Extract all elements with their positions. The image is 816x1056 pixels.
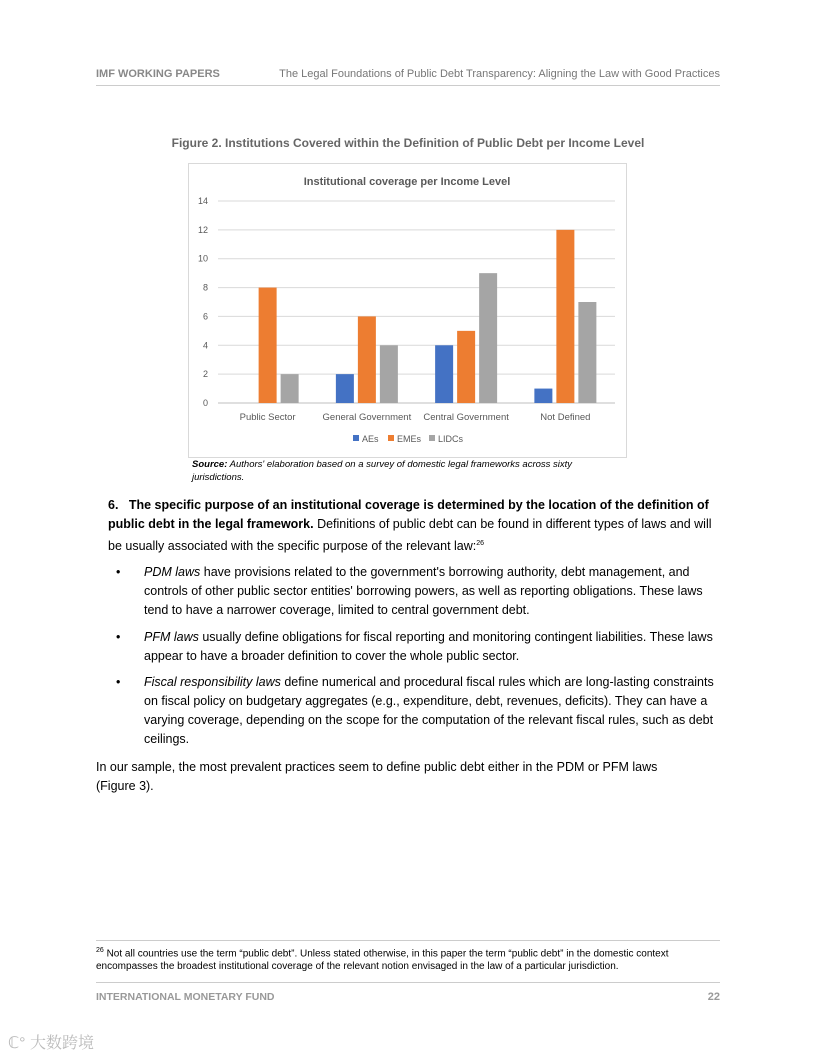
bar-emes [358, 316, 376, 403]
x-tick-label: Public Sector [239, 412, 296, 423]
header-rule [96, 85, 720, 86]
header-title: The Legal Foundations of Public Debt Transparency: Aligning the Law with Good Practices [279, 68, 720, 80]
y-tick-label: 2 [202, 369, 208, 380]
bullet-item [144, 673, 720, 749]
watermark: ℂ° 大数跨境 [8, 1035, 95, 1052]
bullet-item [144, 563, 720, 620]
footnote [96, 944, 720, 973]
footnote-ref: 26 [476, 540, 485, 547]
legend-label: EMEs [397, 434, 422, 444]
legend-label: LIDCs [438, 434, 464, 444]
y-tick-label: 8 [202, 282, 208, 293]
bullet-term: PFM laws [144, 630, 199, 644]
bar-emes [259, 288, 277, 403]
bar-lidcs [281, 374, 299, 403]
bar-emes [457, 331, 475, 403]
footnote-number: 26 [96, 947, 104, 954]
bar-emes [556, 230, 574, 403]
legend-label: AEs [362, 434, 379, 444]
y-tick-label: 4 [202, 340, 208, 351]
bullet-item [144, 628, 720, 666]
bar-lidcs [380, 345, 398, 403]
page-number: 22 [707, 991, 720, 1003]
closing-paragraph: In our sample, the most prevalent practices seem to define public debt either in the PDM or PFM laws (Figure 3). [96, 760, 658, 793]
x-tick-label: Not Defined [540, 412, 591, 423]
source-text: Authors' elaboration based on a survey of domestic legal frameworks across sixty jurisdictions. [192, 459, 573, 483]
header-series: IMF WORKING PAPERS [96, 68, 220, 80]
bar-aes [435, 345, 453, 403]
bullet-term: Fiscal responsibility laws [144, 675, 281, 689]
chart-svg [189, 164, 626, 457]
y-tick-label: 0 [202, 398, 208, 408]
bullet-dot: • [116, 565, 121, 579]
legend-swatch-aes [353, 435, 359, 441]
bullet-dot: • [116, 630, 121, 644]
bar-lidcs [578, 302, 596, 403]
bullet-text: usually define obligations for fiscal reporting and monitoring contingent liabilities. These laws appear to have a broader definition to cover the whole public sector. [144, 630, 713, 663]
bullet-term: PDM laws [144, 565, 201, 579]
footer-org: INTERNATIONAL MONETARY FUND [96, 991, 275, 1003]
bullet-text: have provisions related to the government's borrowing authority, debt management, and controls of other public sector entities' borrowing powers, as well as reporting obligations. These laws tend to have a narrower coverage, limited to central government debt. [144, 565, 703, 617]
para-text: Definitions of public debt can be found in different types of laws and will be usually associated with the specific purpose of the relevant law: [108, 517, 712, 554]
y-tick-label: 6 [202, 311, 208, 322]
figure-source [192, 458, 612, 484]
y-tick-label: 12 [197, 224, 208, 235]
bullet-text: define numerical and procedural fiscal rules which are long-lasting constraints on fiscal policy on budgetary aggregates (e.g., expenditure, debt, revenues, deficits). They can have a varying coverage, depending on the scope for the computation of the relevant fiscal rules, such as debt ceilings. [144, 675, 714, 746]
legend-swatch-emes [388, 435, 394, 441]
y-tick-label: 14 [197, 196, 208, 206]
chart [188, 163, 627, 458]
para-lead: The specific purpose of an institutional coverage is determined by the location of the definition of public debt in the legal framework. [108, 498, 709, 531]
para-number: 6. [108, 498, 119, 512]
source-label: Source: [192, 459, 228, 470]
bullet-dot: • [116, 675, 121, 689]
footnote-rule [96, 940, 720, 941]
legend-swatch-lidcs [429, 435, 435, 441]
paragraph-6 [108, 496, 722, 556]
footnote-text: Not all countries use the term “public debt”. Unless stated otherwise, in this paper the term “public debt” in the domestic context encompasses the broadest institutional coverage of the relevant notion envisaged in the law of a particular jurisdiction. [96, 948, 669, 973]
bar-lidcs [479, 273, 497, 403]
footer-rule [96, 982, 720, 983]
x-tick-label: General Government [322, 412, 412, 423]
bar-aes [534, 389, 552, 403]
x-tick-label: Central Government [423, 412, 509, 423]
bar-aes [336, 374, 354, 403]
figure-title: Figure 2. Institutions Covered within the Definition of Public Debt per Income Level [171, 136, 645, 150]
y-tick-label: 10 [197, 253, 208, 264]
chart-title: Institutional coverage per Income Level [303, 176, 511, 188]
